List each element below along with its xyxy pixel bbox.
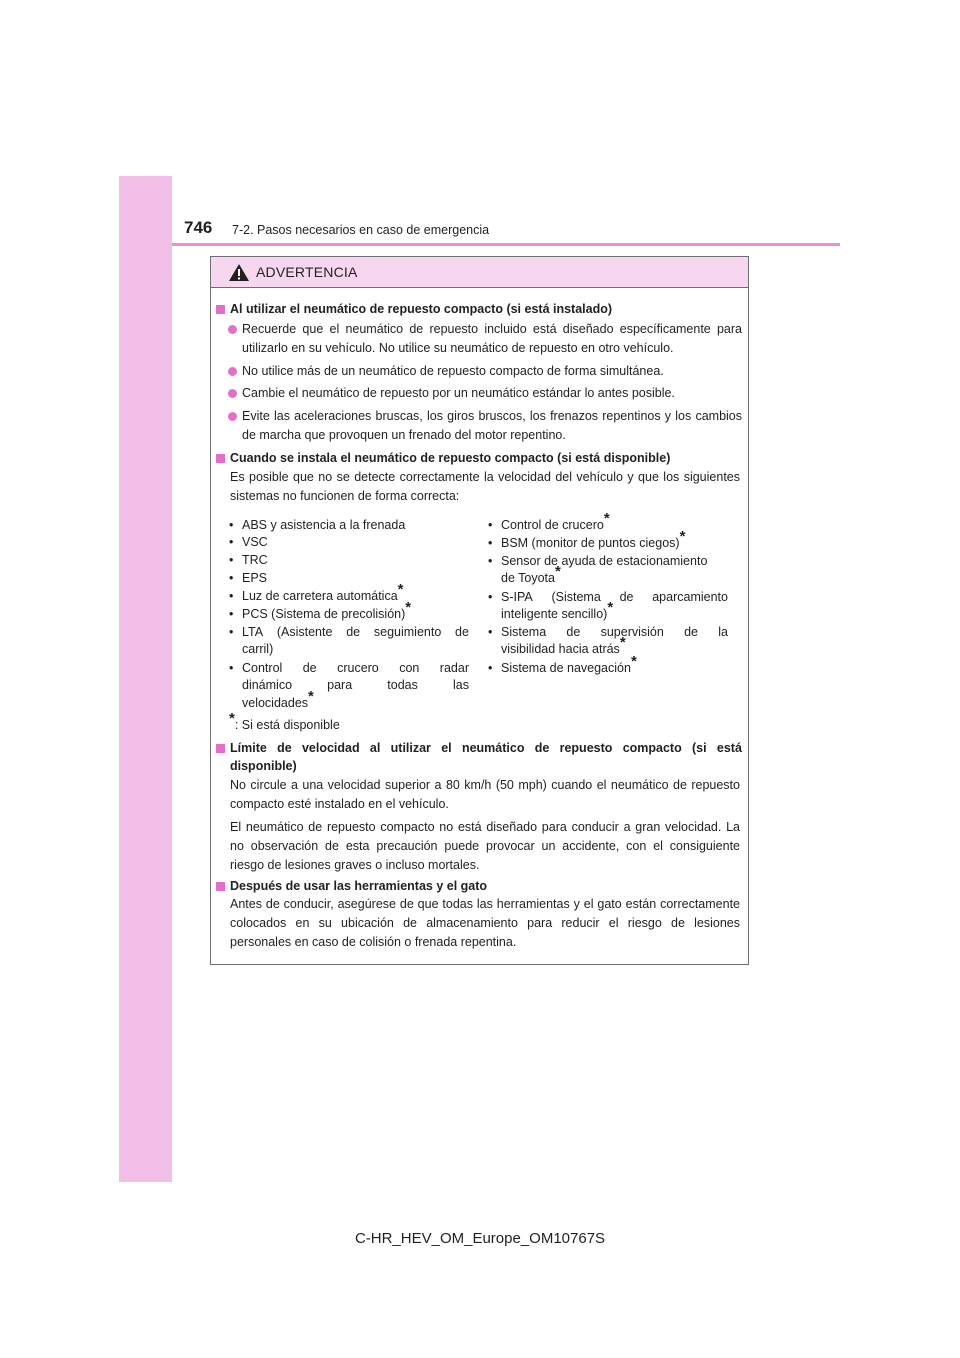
word: con [399, 661, 420, 675]
list-item-continuation [501, 563, 561, 586]
section-marker [216, 305, 225, 314]
section-heading: Después de usar las herramientas y el gato [230, 879, 488, 893]
list-item-continuation [242, 677, 469, 693]
word: de [302, 661, 317, 675]
list-item-continuation [501, 599, 614, 622]
word: de [277, 741, 292, 755]
section-paragraph: Antes de conducir, asegúrese de que todas las herramientas y el gato están correctamente colocados en su ubicación de almacenamiento para reducir el riesgo de lesiones personales en caso de colisión o frenada repentina. [230, 897, 740, 949]
word: las [452, 678, 469, 692]
bullet-dot [228, 367, 237, 376]
word: Control [242, 661, 283, 675]
list-bullet: • [488, 625, 493, 639]
list-item-continuation: carril) [242, 642, 274, 656]
document-id: C-HR_HEV_OM_Europe_OM10767S [354, 1230, 606, 1247]
side-band [119, 176, 172, 1182]
list-item [501, 589, 728, 605]
list-item-continuation [501, 634, 626, 657]
list-item-text: Luz de carretera automática [242, 589, 398, 603]
word: al [369, 741, 381, 755]
bullet-dot [228, 389, 237, 398]
list-item-text: de Toyota [501, 571, 555, 585]
asterisk-mark: * [554, 563, 561, 580]
list-item [242, 599, 412, 622]
footnote-text: : Si está disponible [234, 718, 340, 732]
list-item-text: velocidades [242, 696, 309, 710]
word: (si [692, 741, 707, 755]
section-paragraph: No circule a una velocidad superior a 80 km/h (50 mph) cuando el neumático de repuesto compacto esté instalado en el vehículo. [230, 778, 740, 811]
word: Sistema [501, 625, 547, 639]
list-item-text: PCS (Sistema de precolisión) [242, 607, 406, 621]
section-heading: Cuando se instala el neumático de repuesto compacto (si está disponible) [230, 451, 671, 465]
word: de [619, 590, 634, 604]
asterisk-mark: * [607, 599, 614, 616]
word: aparcamiento [652, 590, 728, 604]
list-bullet: • [488, 518, 493, 532]
list-bullet: • [488, 590, 493, 604]
warning-header [211, 257, 748, 288]
warning-triangle-icon [228, 263, 250, 282]
bullet-text: Recuerde que el neumático de repuesto incluido está diseñado específicamente para utilizarlo en su vehículo. No utilice su neumático de repuesto en otro vehículo. [242, 322, 742, 355]
header-rule [172, 243, 840, 246]
word: radar [439, 661, 469, 675]
asterisk-mark: * [397, 581, 404, 598]
word: supervisión [600, 625, 664, 639]
footnote [229, 710, 340, 733]
word: seguimiento [373, 625, 442, 639]
asterisk-mark: * [229, 710, 235, 727]
bullet-dot [228, 325, 237, 334]
list-bullet: • [229, 607, 234, 621]
list-bullet: • [229, 518, 234, 532]
word: crucero [337, 661, 379, 675]
bullet-text: Cambie el neumático de repuesto por un neumático estándar lo antes posible. [242, 386, 675, 400]
list-item-text: inteligente sencillo) [501, 607, 608, 621]
section-marker [216, 454, 225, 463]
page-number: 746 [184, 218, 213, 237]
list-bullet: • [488, 554, 493, 568]
word: LTA [242, 625, 264, 639]
word: todas [387, 678, 418, 692]
section-intro: Es posible que no se detecte correctamente la velocidad del vehículo y que los siguientes sistemas no funcionen de forma correcta: [230, 470, 740, 503]
list-item: Sensor de ayuda de estacionamiento [501, 554, 708, 568]
word: el [441, 741, 452, 755]
section-paragraph: El neumático de repuesto compacto no está diseñado para conducir a gran velocidad. La no observación de esta precaución puede provocar un accidente, con el consiguiente riesgo de lesiones graves o incluso mortales. [230, 820, 740, 872]
list-item [242, 624, 469, 640]
section-title: 7-2. Pasos necesarios en caso de emergencia [232, 223, 490, 237]
list-item: TRC [242, 553, 268, 567]
list-item-text: Sistema de navegación [501, 661, 631, 675]
list-item [242, 660, 469, 676]
bullet-dot [228, 412, 237, 421]
bullet-text: Evite las aceleraciones bruscas, los giros bruscos, los frenazos repentinos y los cambios de marcha que provoquen un frenado del motor repentino. [242, 409, 742, 442]
list-bullet: • [229, 589, 234, 603]
section-heading-continuation: disponible) [230, 759, 297, 773]
asterisk-mark: * [308, 688, 314, 705]
section-heading: Al utilizar el neumático de repuesto compacto (si está instalado) [230, 302, 613, 316]
word: está [716, 741, 742, 755]
word: de [684, 625, 698, 639]
word: dinámico [242, 678, 293, 692]
word: S-IPA [501, 590, 533, 604]
word: (Sistema [551, 590, 601, 604]
word: compacto [622, 741, 682, 755]
list-bullet: • [488, 536, 493, 550]
list-item-continuation [242, 688, 314, 711]
bullet-text: No utilice más de un neumático de repuesto compacto de forma simultánea. [242, 364, 664, 378]
list-item [242, 581, 404, 604]
word: Límite [230, 741, 267, 755]
list-bullet: • [229, 535, 234, 549]
asterisk-mark: * [679, 528, 686, 545]
list-item [501, 528, 686, 551]
section-marker [216, 744, 225, 753]
list-item: ABS y asistencia a la frenada [242, 518, 406, 532]
asterisk-mark: * [603, 510, 610, 527]
word: neumático [461, 741, 525, 755]
list-bullet: • [488, 661, 493, 675]
section-heading [230, 740, 742, 756]
list-bullet: • [229, 553, 234, 567]
word: para [327, 678, 353, 692]
word: velocidad [301, 741, 360, 755]
list-bullet: • [229, 625, 234, 639]
list-item: VSC [242, 535, 268, 549]
list-bullet: • [229, 571, 234, 585]
word: de [455, 625, 469, 639]
word: de [346, 625, 361, 639]
list-item [501, 624, 728, 640]
list-bullet: • [229, 661, 234, 675]
word: utilizar [390, 741, 431, 755]
asterisk-mark: * [630, 653, 637, 670]
section-marker [216, 882, 225, 891]
list-item: EPS [242, 571, 268, 585]
list-item [501, 510, 610, 533]
list-item [501, 653, 637, 676]
asterisk-mark: * [619, 634, 626, 651]
warning-box [210, 256, 749, 965]
word: de [566, 625, 581, 639]
list-item-text: Control de crucero [501, 518, 604, 532]
word: repuesto [559, 741, 613, 755]
asterisk-mark: * [405, 599, 412, 616]
list-item-text: visibilidad hacia atrás [501, 642, 620, 656]
warning-title: ADVERTENCIA [256, 264, 358, 280]
word: la [718, 625, 728, 639]
list-item-text: BSM (monitor de puntos ciegos) [501, 536, 680, 550]
word: (Asistente [276, 625, 333, 639]
word: de [534, 741, 550, 755]
